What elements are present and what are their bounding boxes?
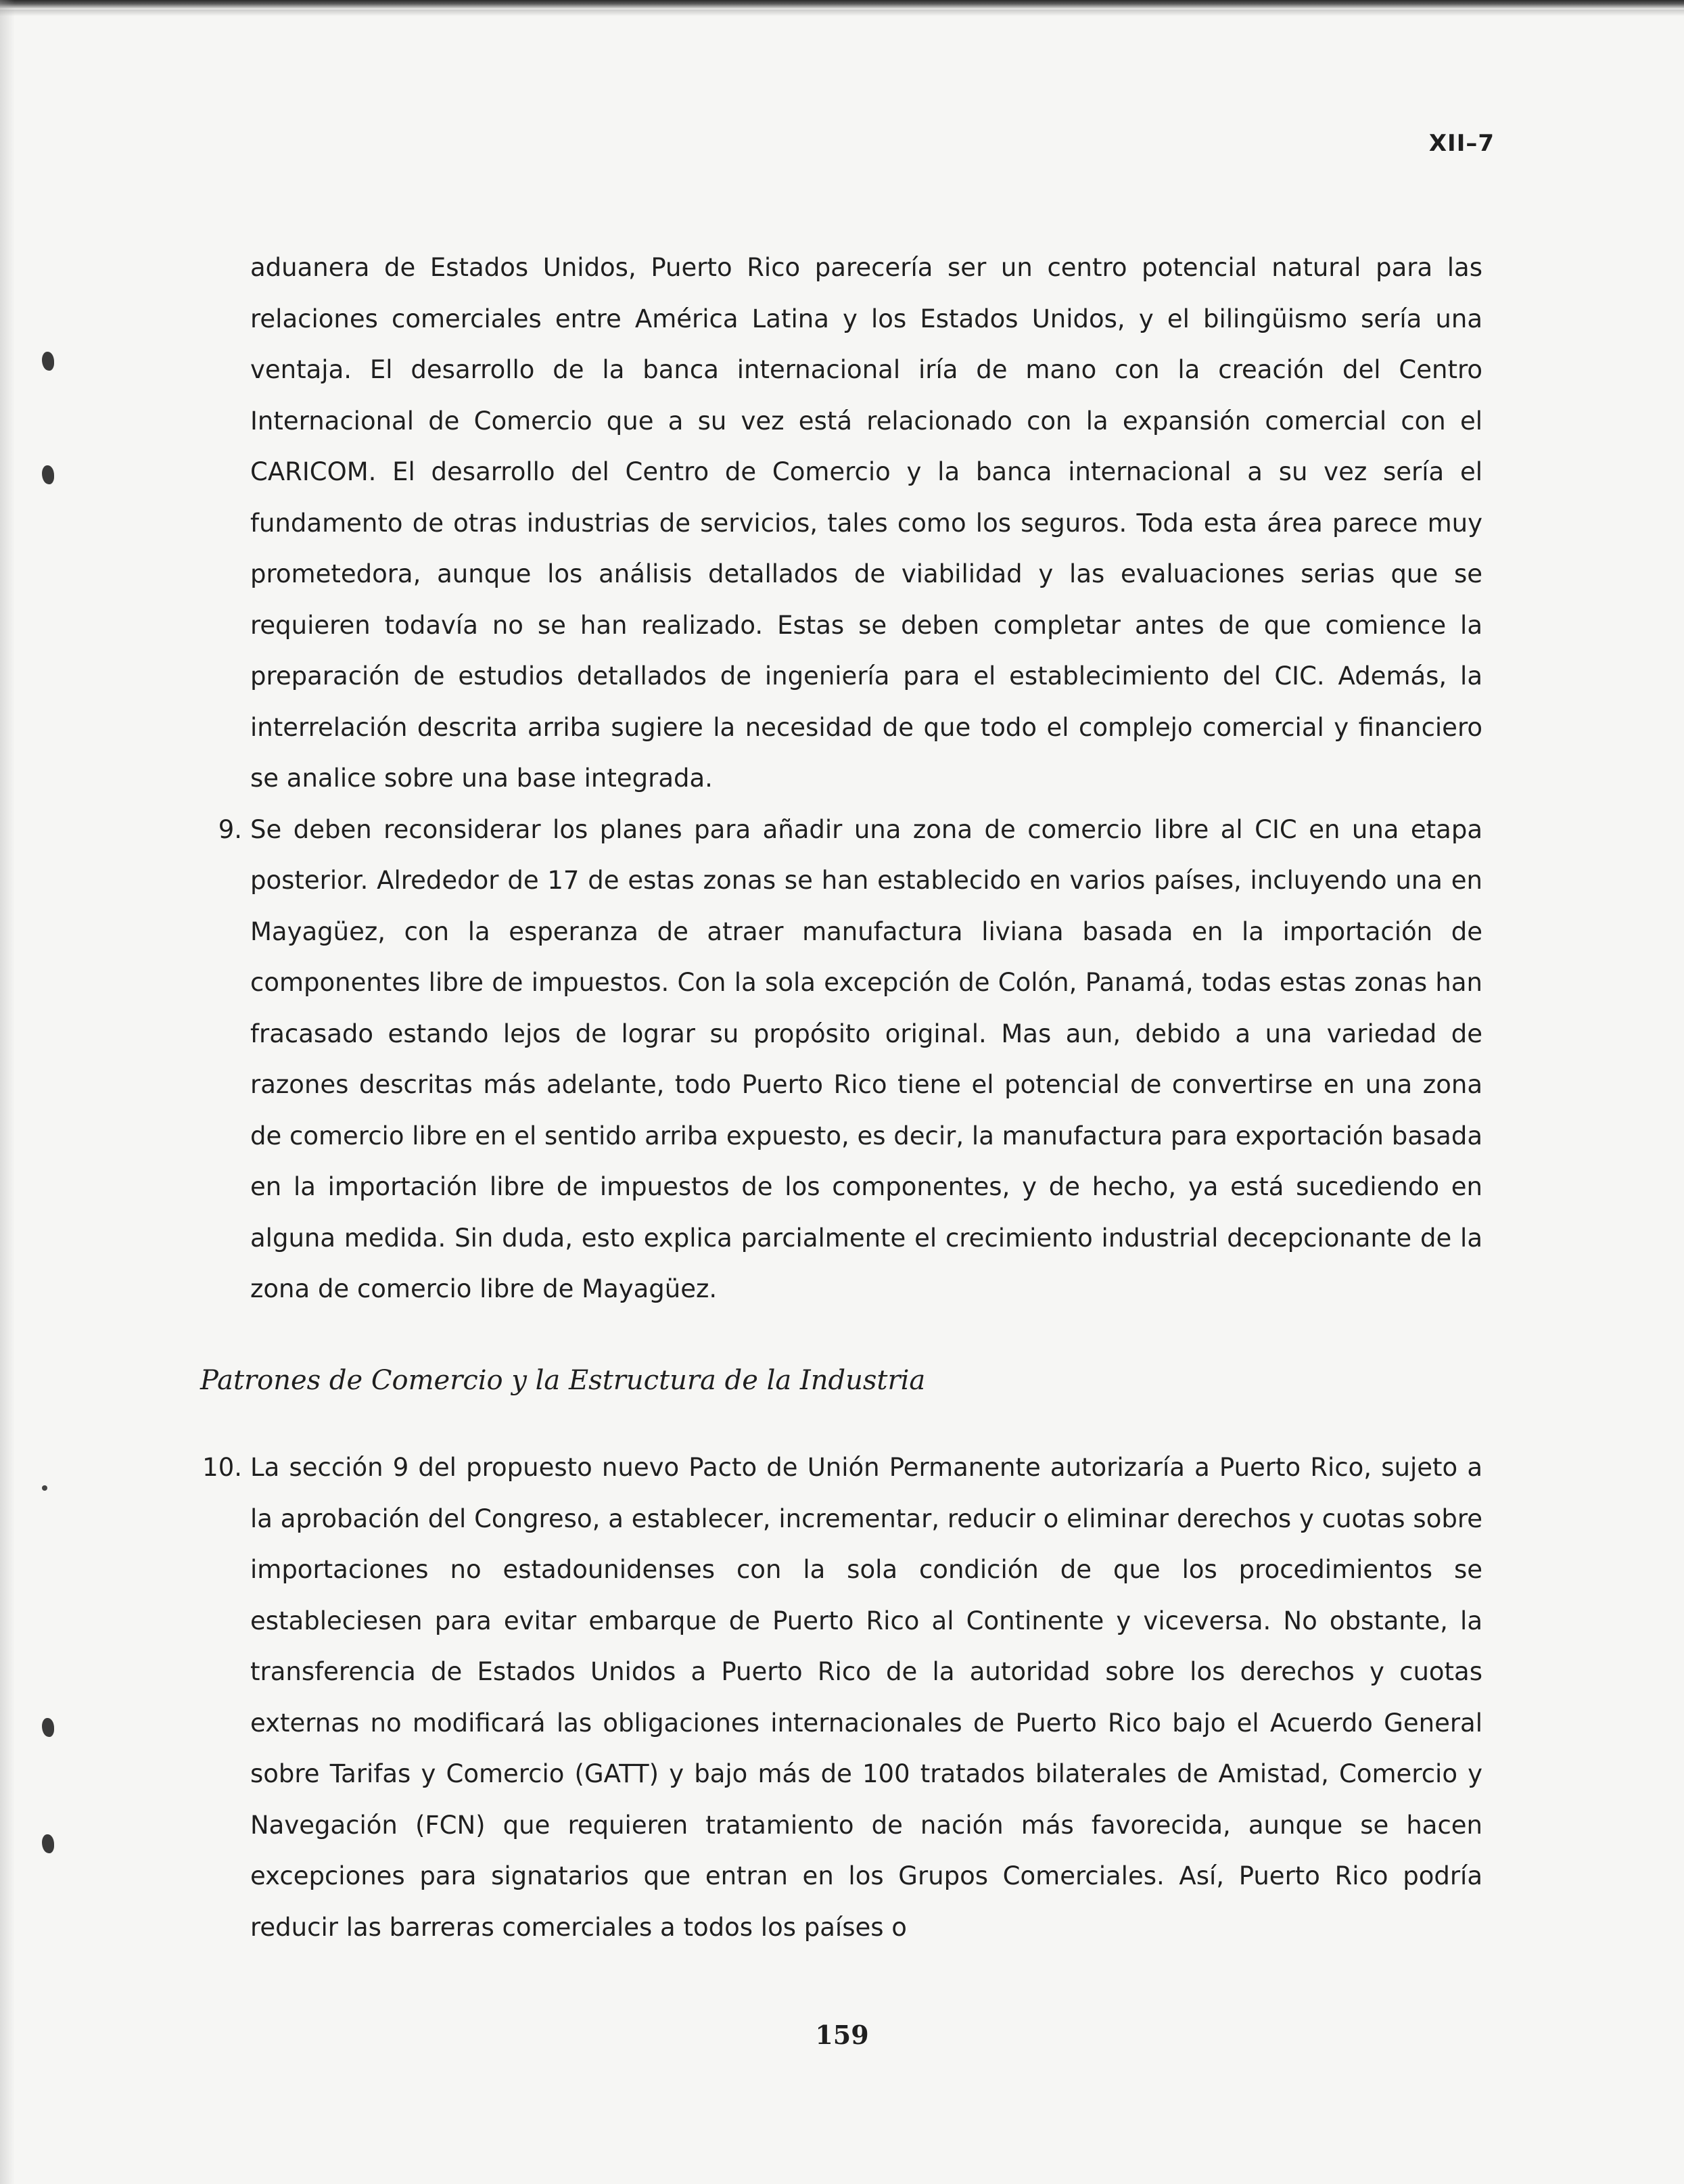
page-left-shadow [0, 0, 15, 2184]
speck-mark [42, 1485, 47, 1491]
numbered-item [202, 1442, 1482, 1953]
numbered-item-10 [202, 1442, 1482, 1953]
page-top-shadow [0, 9, 1684, 16]
item-text: Se deben reconsiderar los planes para añadir una zona de comercio libre al CIC en una etapa posterior. Alrededor de 17 de estas zonas se han establecido en varios países, incluyendo una en Mayagüez, con la esperanza de atraer manufactura liviana basada en la importación de componentes libre de impuestos. Con la sola excepción de Colón, Panamá, todas estas zonas han fracasado estando lejos de lograr su propósito original. Mas aun, debido a una variedad de razones descritas más adelante, todo Puerto Rico tiene el potencial de convertirse en una zona de comercio libre en el sentido arriba expuesto, es decir, la manufactura para exportación basada en la importación libre de impuestos de los componentes, y de hecho, ya está sucediendo en alguna medida. Sin duda, esto explica parcialmente el crecimiento industrial decepcionante de la zona de comercio libre de Mayagüez. [250, 814, 1482, 1303]
numbered-item-9 [218, 804, 1482, 1315]
body-text [218, 242, 1482, 1315]
binder-hole-mark [42, 465, 54, 484]
binder-hole-mark [42, 1718, 54, 1737]
item-number: 9. [218, 814, 242, 844]
page-top-edge [0, 0, 1684, 9]
continuation-paragraph: aduanera de Estados Unidos, Puerto Rico parecería ser un centro potencial natural para las relaciones comerciales entre América Latina y los Estados Unidos, y el bilingüismo sería una ventaja. El desarrollo de la banca internacional iría de mano con la creación del Centro Internacional de Comercio que a su vez está relacionado con la expansión comercial con el CARICOM. El desarrollo del Centro de Comercio y la banca internacional a su vez sería el fundamento de otras industrias de servicios, tales como los seguros. Toda esta área parece muy prometedora, aunque los análisis detallados de viabilidad y las evaluaciones serias que se requieren todavía no se han realizado. Estas se deben completar antes de que comience la preparación de estudios detallados de ingeniería para el establecimiento del CIC. Además, la interrelación descrita arriba sugiere la necesidad de que todo el complejo comercial y financiero se analice sobre una base integrada. [250, 253, 1482, 793]
page-number: 159 [815, 2020, 869, 2050]
binder-hole-mark [42, 1834, 54, 1853]
binder-hole-mark [42, 352, 54, 371]
section-heading: Patrones de Comercio y la Estructura de la Industria [200, 1365, 926, 1396]
page-code: XII–7 [1428, 130, 1495, 157]
item-number: 10. [202, 1453, 242, 1482]
item-text: La sección 9 del propuesto nuevo Pacto de Unión Permanente autorizaría a Puerto Rico, sujeto a la aprobación del Congreso, a establecer, incrementar, reducir o eliminar derechos y cuotas sobre importaciones no estadounidenses con la sola condición de que los procedimientos se estableciesen para evitar embarque de Puerto Rico al Continente y viceversa. No obstante, la transferencia de Estados Unidos a Puerto Rico de la autoridad sobre los derechos y cuotas externas no modificará las obligaciones internacionales de Puerto Rico bajo el Acuerdo General sobre Tarifas y Comercio (GATT) y bajo más de 100 tratados bilaterales de Amistad, Comercio y Navegación (FCN) que requieren tratamiento de nación más favorecida, aunque se hacen excepciones para signatarios que entran en los Grupos Comerciales. Así, Puerto Rico podría reducir las barreras comerciales a todos los países o [250, 1453, 1482, 1942]
